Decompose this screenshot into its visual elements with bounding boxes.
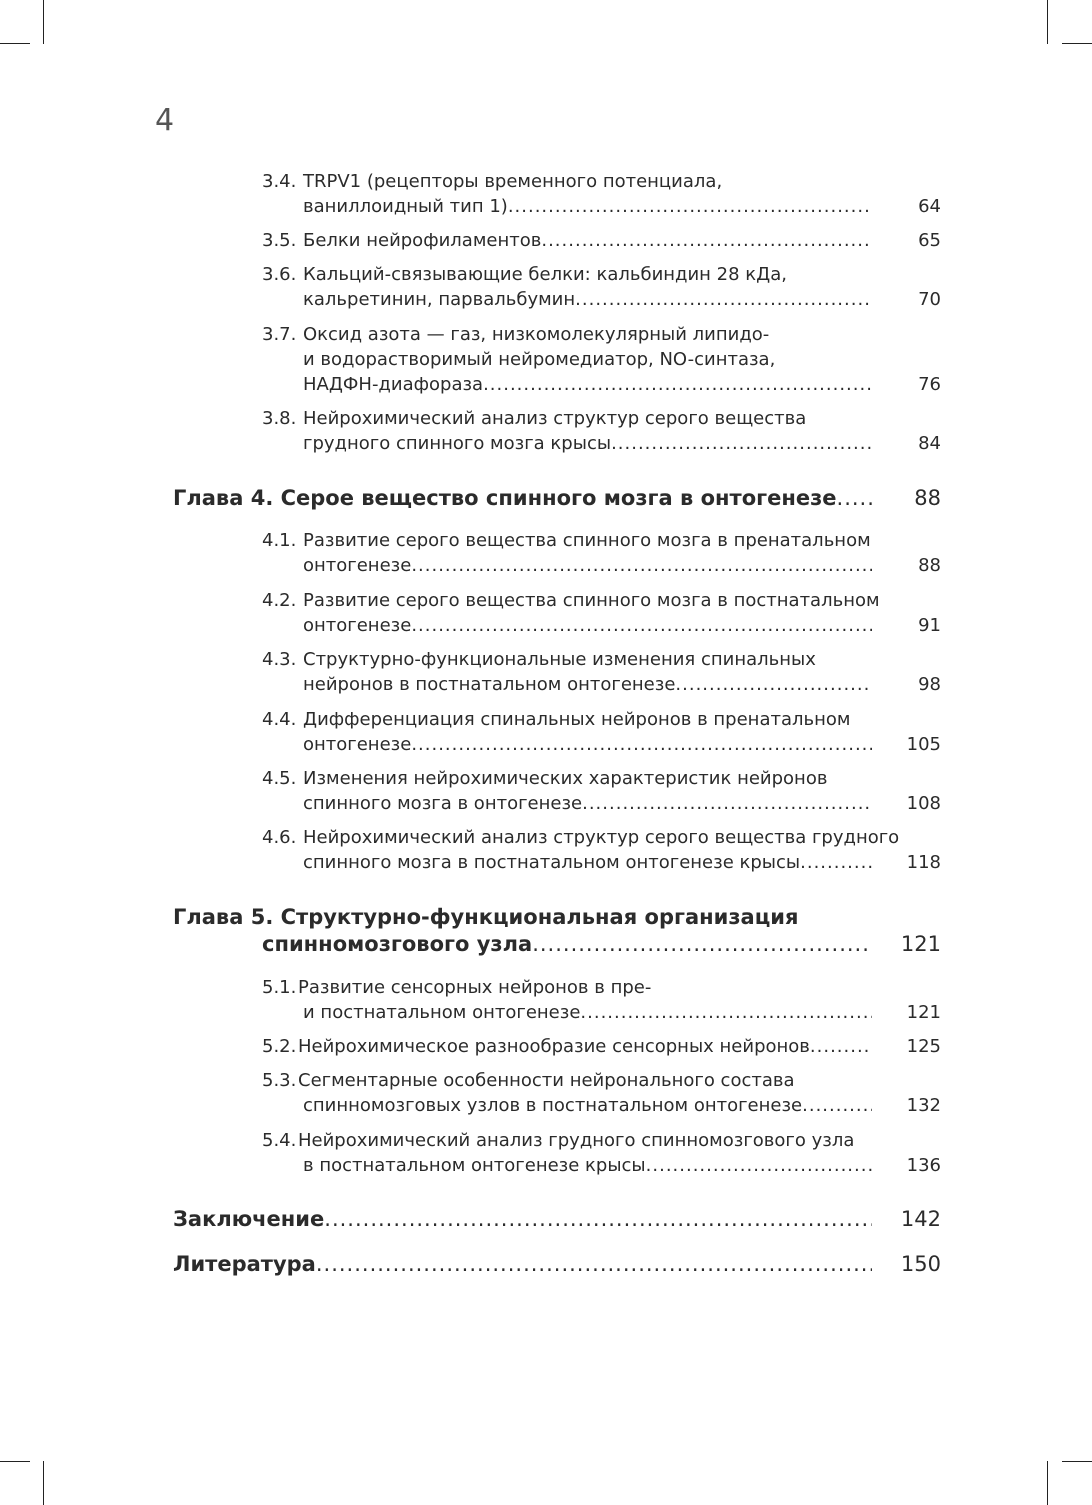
toc-page-number: 88 [914,486,941,510]
toc-entry-title: Нейрохимический анализ структур серого вещества [303,408,807,429]
toc-entry-title: Структурно-функциональные изменения спинальных [303,649,816,670]
toc-chapter-title: спинномозгового узла [262,932,533,956]
toc-entry-number: 3.8. [262,408,297,429]
toc-entry-title: спинного мозга в онтогенезе [303,793,583,814]
toc-entry-number: 4.4. [262,709,297,730]
toc-entry-title: спинного мозга в постнатальном онтогенезе крысы [303,852,801,873]
toc-page-number: 132 [906,1095,941,1116]
toc-entry-title: Изменения нейрохимических характеристик нейронов [303,768,828,789]
toc-entry-title: нейронов в постнатальном онтогенезе [303,674,676,695]
toc-page-number: 98 [918,674,941,695]
toc-page-number: 118 [906,852,941,873]
toc-entry-number: 4.5. [262,768,297,789]
toc-chapter-title: Заключение [173,1207,325,1231]
toc-entry-title: спинномозговых узлов в постнатальном онтогенезе [303,1095,803,1116]
toc-page-number: 150 [900,1252,941,1276]
toc-entry-number: 4.1. [262,530,297,551]
toc-entry-number: 5.1. [262,977,297,998]
toc-entry-title: Белки нейрофиламентов [303,230,542,251]
toc-entry-title: кальретинин, парвальбумин [303,289,576,310]
toc-page-number: 125 [906,1036,941,1057]
toc-entry-title: грудного спинного мозга крысы [303,433,612,454]
page-number: 4 [155,103,175,138]
toc-page-number: 105 [906,734,941,755]
toc-page-number: 121 [906,1002,941,1023]
toc-entry-title: Развитие серого вещества спинного мозга в постнатальном [303,590,880,611]
toc-entry-title: Развитие сенсорных нейронов в пре- [298,977,652,998]
toc-entry-number: 4.6. [262,827,297,848]
toc-entry-number: 4.3. [262,649,297,670]
toc-page-number: 70 [918,289,941,310]
toc-page-number: 84 [918,433,941,454]
toc-entry-number: 3.5. [262,230,297,251]
toc-entry-title: Оксид азота — газ, низкомолекулярный липидо- [303,324,770,345]
toc-entry-title: Сегментарные особенности нейронального состава [298,1070,795,1091]
toc-entry-title: онтогенезе [303,615,412,636]
toc-chapter-title: Глава 4. Серое вещество спинного мозга в онтогенезе [173,486,837,510]
toc-entry-title: TRPV1 (рецепторы временного потенциала, [303,171,723,192]
toc-page-number: 88 [918,555,941,576]
toc-page-number: 136 [906,1155,941,1176]
toc-entry-title: онтогенезе [303,734,412,755]
toc-entry-number: 5.2. [262,1036,297,1057]
toc-entry-title: Нейрохимическое разнообразие сенсорных нейронов [298,1036,810,1057]
toc-page-number: 142 [900,1207,941,1231]
toc-entry-number: 5.4. [262,1130,297,1151]
toc-chapter-title: Глава 5. Структурно-функциональная организация [173,905,799,929]
toc-entry-number: 3.6. [262,264,297,285]
toc-entry-number: 5.3. [262,1070,297,1091]
toc-page-number: 64 [918,196,941,217]
toc-entry-title: Нейрохимический анализ структур серого вещества грудного [303,827,900,848]
toc-entry-title: и водорастворимый нейромедиатор, NO-синтаза, [303,349,776,370]
toc-entry-title: Дифференциация спинальных нейронов в пренатальном [303,709,851,730]
toc-chapter-title: Литература [173,1252,316,1276]
toc-page-number: 76 [918,374,941,395]
toc-entry-title: Нейрохимический анализ грудного спинномозгового узла [298,1130,855,1151]
toc-entry-title: и постнатальном онтогенезе [303,1002,581,1023]
toc-entry-title: ваниллоидный тип 1) [303,196,508,217]
toc-entry-title: в постнатальном онтогенезе крысы [303,1155,646,1176]
toc-entry-number: 4.2. [262,590,297,611]
toc-page-number: 108 [906,793,941,814]
toc-entry-title: Развитие серого вещества спинного мозга в пренатальном [303,530,871,551]
toc-page-number: 91 [918,615,941,636]
toc-entry-title: НАДФН-диафораза [303,374,484,395]
toc-page-number: 65 [918,230,941,251]
toc-entry-title: Кальций-связывающие белки: кальбиндин 28 кДа, [303,264,787,285]
toc-entry-title: онтогенезе [303,555,412,576]
toc-entry-number: 3.4. [262,171,297,192]
toc-page-number: 121 [900,932,941,956]
toc-entry-number: 3.7. [262,324,297,345]
